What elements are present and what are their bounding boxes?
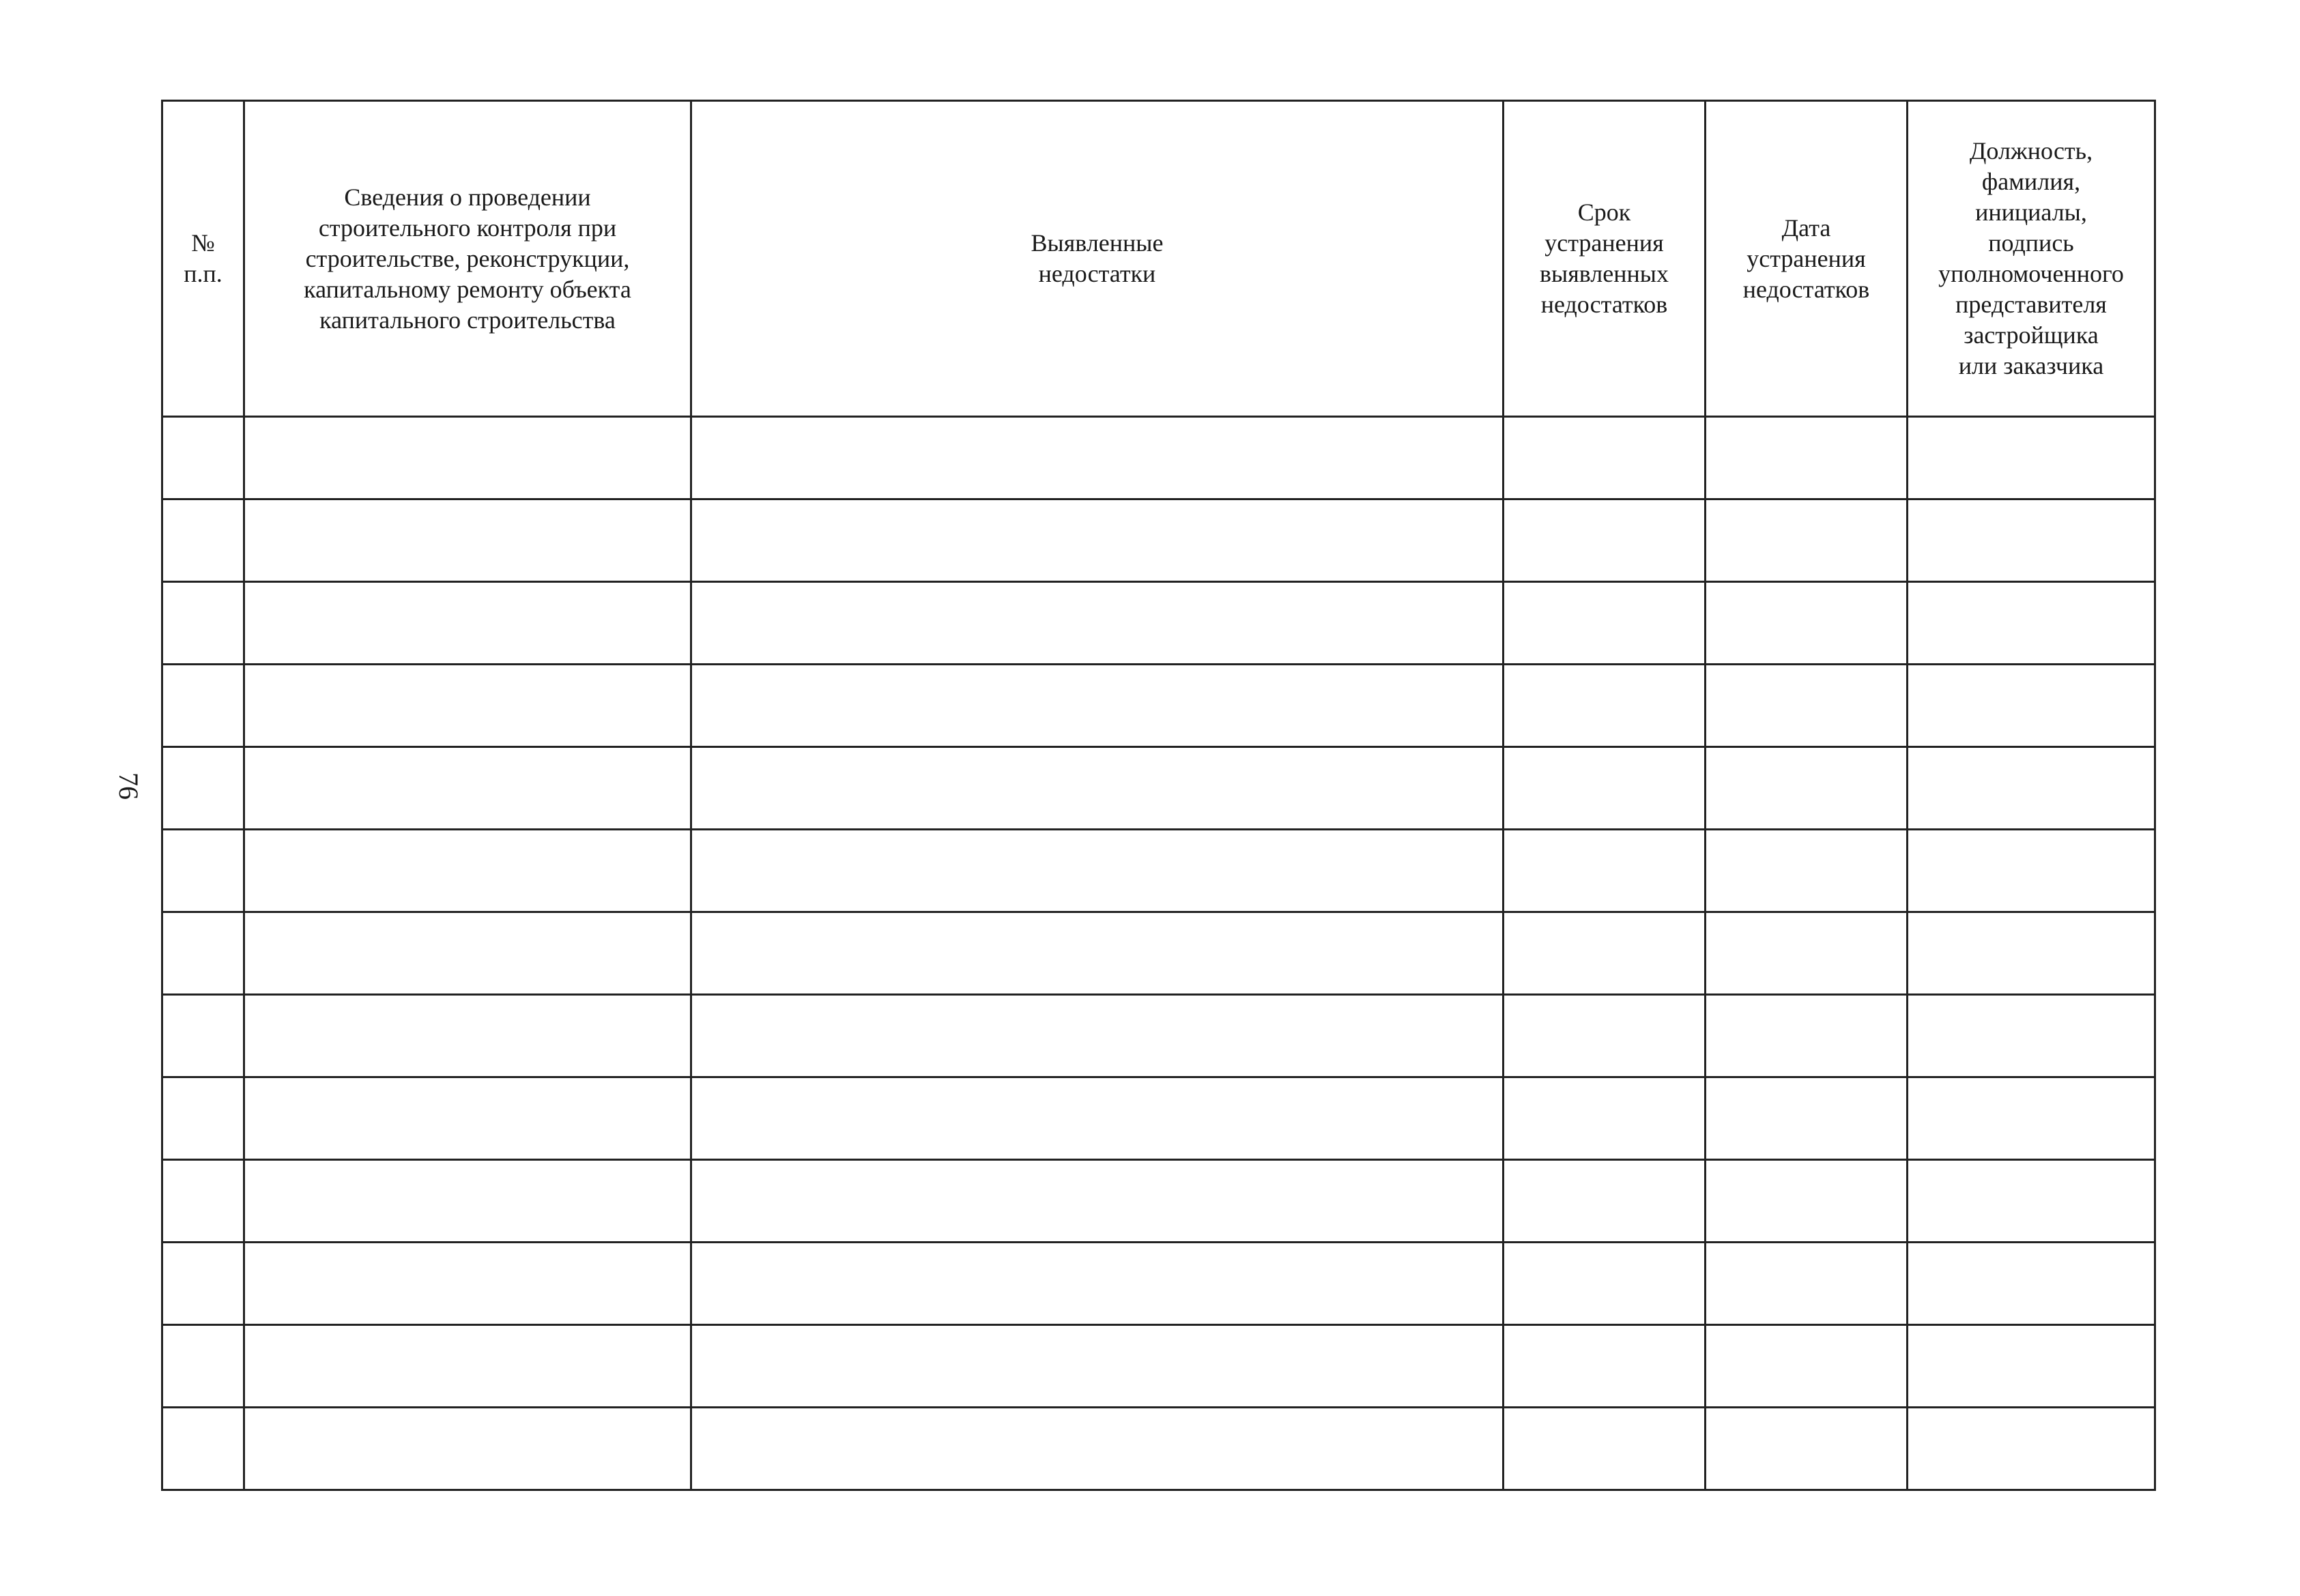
- cell-signature: [1908, 1160, 2155, 1243]
- cell-fix-deadline: [1504, 582, 1706, 665]
- cell-number: [162, 830, 244, 912]
- cell-fix-date: [1706, 1160, 1908, 1243]
- cell-fix-date: [1706, 417, 1908, 499]
- cell-defects: [691, 1077, 1504, 1160]
- header-signature: Должность, фамилия, инициалы, подпись уполномоченного представителя застройщика или заказчика: [1908, 101, 2155, 417]
- cell-fix-date: [1706, 1325, 1908, 1408]
- cell-number: [162, 1160, 244, 1243]
- cell-control-info: [244, 499, 691, 582]
- cell-fix-date: [1706, 499, 1908, 582]
- cell-defects: [691, 582, 1504, 665]
- cell-control-info: [244, 1325, 691, 1408]
- cell-signature: [1908, 1243, 2155, 1325]
- cell-number: [162, 417, 244, 499]
- cell-fix-date: [1706, 747, 1908, 830]
- cell-defects: [691, 417, 1504, 499]
- page-number: 76: [113, 772, 144, 800]
- table-row: [162, 499, 2155, 582]
- cell-fix-date: [1706, 665, 1908, 747]
- cell-signature: [1908, 830, 2155, 912]
- table-row: [162, 1160, 2155, 1243]
- cell-fix-deadline: [1504, 995, 1706, 1077]
- cell-defects: [691, 1408, 1504, 1490]
- table-row: [162, 582, 2155, 665]
- cell-signature: [1908, 747, 2155, 830]
- table-row: [162, 1243, 2155, 1325]
- table-row: [162, 1408, 2155, 1490]
- cell-number: [162, 582, 244, 665]
- header-fix-deadline: Срок устранения выявленных недостатков: [1504, 101, 1706, 417]
- cell-signature: [1908, 995, 2155, 1077]
- cell-signature: [1908, 912, 2155, 995]
- cell-defects: [691, 995, 1504, 1077]
- cell-fix-deadline: [1504, 499, 1706, 582]
- cell-number: [162, 747, 244, 830]
- cell-number: [162, 665, 244, 747]
- cell-signature: [1908, 417, 2155, 499]
- table-row: [162, 912, 2155, 995]
- table-body: [162, 417, 2155, 1490]
- cell-fix-date: [1706, 912, 1908, 995]
- table-row: [162, 830, 2155, 912]
- cell-control-info: [244, 912, 691, 995]
- cell-control-info: [244, 582, 691, 665]
- cell-defects: [691, 1243, 1504, 1325]
- cell-fix-deadline: [1504, 1160, 1706, 1243]
- header-number: № п.п.: [162, 101, 244, 417]
- cell-signature: [1908, 1408, 2155, 1490]
- table-row: [162, 995, 2155, 1077]
- cell-number: [162, 912, 244, 995]
- header-defects: Выявленные недостатки: [691, 101, 1504, 417]
- cell-number: [162, 1325, 244, 1408]
- cell-defects: [691, 1160, 1504, 1243]
- header-control-info: Сведения о проведении строительного контроля при строительстве, реконструкции, капитальному ремонту объекта капитального строительства: [244, 101, 691, 417]
- cell-fix-date: [1706, 995, 1908, 1077]
- cell-fix-date: [1706, 830, 1908, 912]
- cell-number: [162, 1077, 244, 1160]
- cell-defects: [691, 912, 1504, 995]
- cell-fix-deadline: [1504, 1243, 1706, 1325]
- cell-number: [162, 499, 244, 582]
- cell-fix-deadline: [1504, 747, 1706, 830]
- cell-defects: [691, 1325, 1504, 1408]
- cell-fix-deadline: [1504, 665, 1706, 747]
- table-row: [162, 1325, 2155, 1408]
- cell-defects: [691, 665, 1504, 747]
- cell-fix-deadline: [1504, 830, 1706, 912]
- cell-fix-deadline: [1504, 1408, 1706, 1490]
- cell-control-info: [244, 747, 691, 830]
- cell-number: [162, 1243, 244, 1325]
- cell-fix-deadline: [1504, 1325, 1706, 1408]
- cell-control-info: [244, 1243, 691, 1325]
- cell-signature: [1908, 499, 2155, 582]
- cell-signature: [1908, 582, 2155, 665]
- cell-fix-deadline: [1504, 417, 1706, 499]
- table-row: [162, 747, 2155, 830]
- cell-control-info: [244, 1160, 691, 1243]
- cell-control-info: [244, 417, 691, 499]
- cell-fix-date: [1706, 582, 1908, 665]
- cell-control-info: [244, 1077, 691, 1160]
- header-fix-date: Дата устранения недостатков: [1706, 101, 1908, 417]
- table-row: [162, 665, 2155, 747]
- cell-control-info: [244, 995, 691, 1077]
- table-row: [162, 417, 2155, 499]
- cell-control-info: [244, 1408, 691, 1490]
- table-row: [162, 1077, 2155, 1160]
- cell-fix-date: [1706, 1077, 1908, 1160]
- cell-control-info: [244, 665, 691, 747]
- cell-signature: [1908, 1077, 2155, 1160]
- cell-signature: [1908, 1325, 2155, 1408]
- cell-fix-date: [1706, 1408, 1908, 1490]
- cell-fix-date: [1706, 1243, 1908, 1325]
- inspection-register-table: [161, 100, 2156, 1491]
- cell-fix-deadline: [1504, 1077, 1706, 1160]
- table-header-row: [162, 101, 2155, 417]
- cell-signature: [1908, 665, 2155, 747]
- cell-defects: [691, 830, 1504, 912]
- cell-control-info: [244, 830, 691, 912]
- cell-fix-deadline: [1504, 912, 1706, 995]
- cell-defects: [691, 747, 1504, 830]
- cell-number: [162, 1408, 244, 1490]
- cell-number: [162, 995, 244, 1077]
- cell-defects: [691, 499, 1504, 582]
